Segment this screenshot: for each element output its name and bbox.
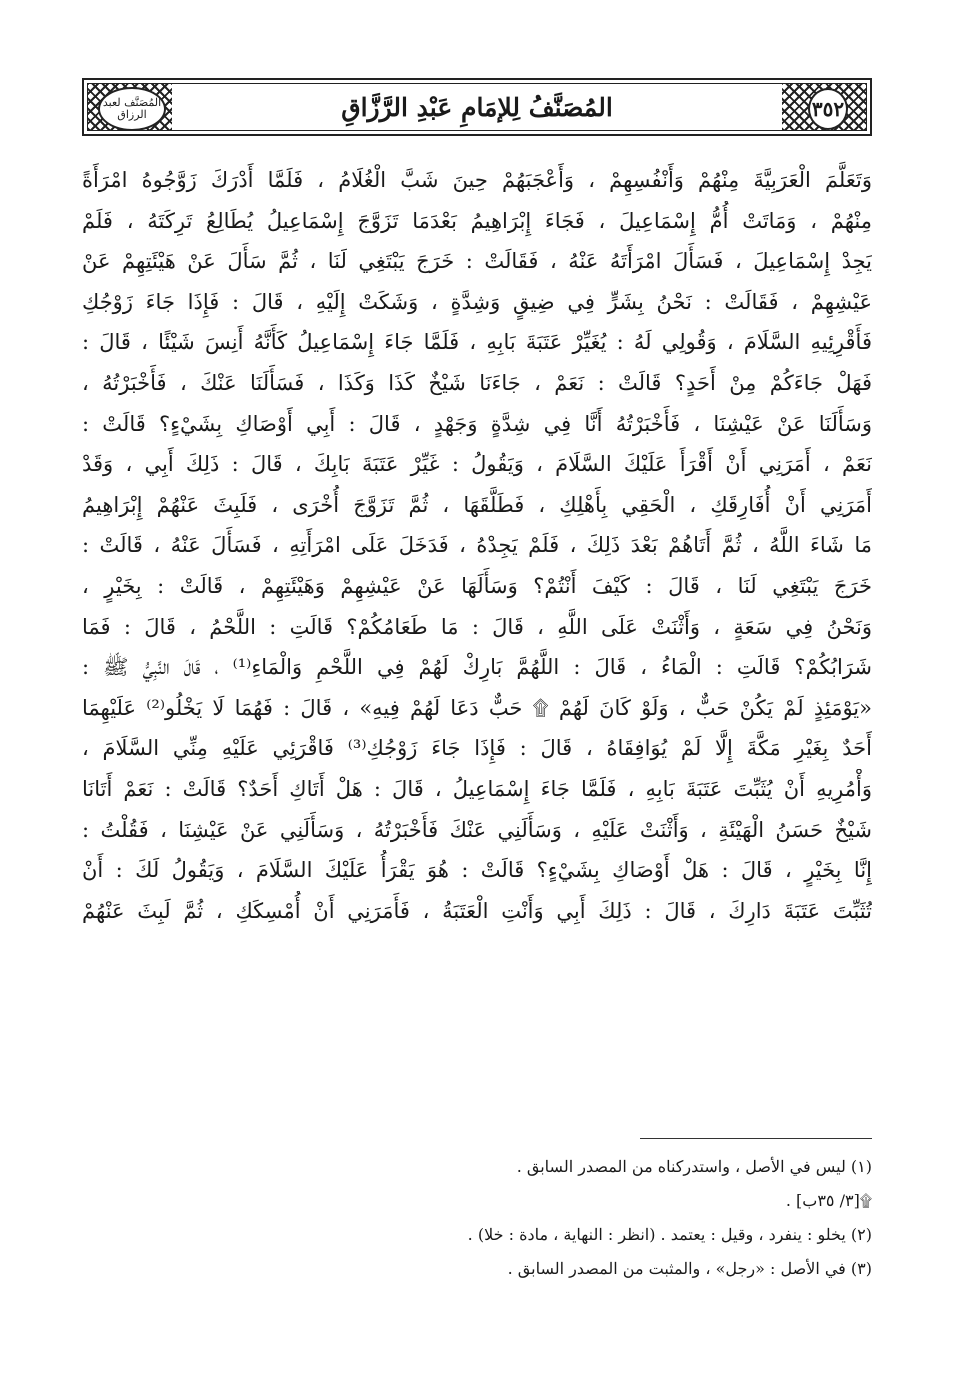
- text-line: وَنَحْنُ فِي سَعَةٍ ، وَأَثْنَتْ عَلَى اللَّهِ ، قَالَ : مَا طَعَامُكُمْ؟ قَالَتِ : اللَّحْمُ ، قَالَ : فَمَا: [82, 614, 872, 639]
- text-line: وَسَأَلَنَا عَنْ عَيْشِنَا ، فَأَخْبَرْتُهُ أَنَّا فِي شِدَّةٍ وَجَهْدٍ ، قَالَ : أَبِي أَوْصَاكِ بِشَيْءٍ؟ قَالَتْ :: [82, 411, 872, 436]
- text-line: فَهَلْ جَاءَكُمْ مِنْ أَحَدٍ؟ قَالَتْ : نَعَمْ ، جَاءَنَا شَيْخٌ كَذَا وَكَذَا ، فَسَأَلَنَا عَنْكَ ، فَأَخْبَرْتُهُ ،: [82, 370, 872, 395]
- book-emblem: [98, 87, 166, 130]
- text-line: «يَوْمَئِذٍ لَمْ يَكُنْ حَبٌّ ، وَلَوْ كَانَ لَهُمْ ۩ حَبٌّ دَعَا لَهُمْ فِيهِ» ، قَالَ : فَهُمَا لَا يَخْلُو⁽²⁾ عَلَيْهِمَا: [82, 695, 872, 720]
- footnotes: [82, 1150, 872, 1286]
- text-line: خَرَجَ يَبْتَغِي لَنَا ، قَالَ : كَيْفَ أَنْتُمْ؟ وَسَأَلَهَا عَنْ عَيْشِهِمْ وَهَيْئَتِهِمْ ، قَالَتْ : بِخَيْرٍ ،: [82, 573, 872, 598]
- footnote-1: (١) ليس في الأصل ، واستدركناه من المصدر السابق .: [516, 1157, 872, 1176]
- text-line: فَأَقْرِئِيهِ السَّلَامَ ، وَقُولِي لَهُ : يُغَيِّرْ عَتَبَةَ بَابِهِ ، فَلَمَّا جَاءَ إِسْمَاعِيلُ كَأَنَّهُ أَنِسَ شَيْئًا ، قَالَ :: [82, 330, 872, 355]
- footnote-2: (٢) يخلو : ينفرد ، وقيل : يعتمد . (انظر : النهاية ، مادة : خلا) .: [467, 1225, 872, 1244]
- text-line: شَيْخٌ حَسَنُ الْهَيْئَةِ ، وَأَثْنَتْ عَلَيْهِ ، وَسَأَلَنِي عَنْكَ فَأَخْبَرْتُهُ ، وَسَأَلَنِي عَنْ عَيْشِنَا ، فَقُلْتُ :: [82, 817, 872, 842]
- text-line: وَأْمُرِيهِ أَنْ يُثَبِّتَ عَتَبَةَ بَابِهِ ، فَلَمَّا جَاءَ إِسْمَاعِيلُ ، قَالَ : هَلْ أَتَاكِ أَحَدٌ؟ قَالَتْ : نَعَمْ أَتَانَا: [82, 776, 872, 801]
- text-line: تُثَبِّتَ عَتَبَةَ دَارِكَ ، قَالَ : ذَلِكَ أَبِي وَأَنْتِ الْعَتَبَةُ ، فَأَمَرَنِي أَنْ أُمْسِكَكِ ، ثُمَّ لَبِثَ عَنْهُمْ: [82, 898, 872, 923]
- text-line: إِنَّا بِخَيْرٍ ، قَالَ : هَلْ أَوْصَاكِ بِشَيْءٍ؟ قَالَتْ : هُوَ يَقْرَأُ عَلَيْكَ السَّلَامَ ، وَيَقُولُ لَكَ : أَنْ: [82, 858, 872, 883]
- text-line: أَمَرَنِي أَنْ أُفَارِقَكِ ، الْحَقِي بِأَهْلِكِ ، فَطَلَّقَهَا ، ثُمَّ تَزَوَّجَ أُخْرَى ، فَلَبِثَ عَنْهُمْ إِبْرَاهِيمُ: [82, 492, 872, 517]
- text-line: مِنْهُمْ ، وَمَاتَتْ أُمُّ إِسْمَاعِيلَ ، فَجَاءَ إِبْرَاهِيمُ بَعْدَمَا تَزَوَّجَ إِسْمَاعِيلُ يُطَالِعُ تَرِكَتَهُ ، فَلَمْ: [82, 208, 872, 233]
- running-title: المُصَنَّفُ لِلإمَامِ عَبْدِ الرَّزَّاقِ: [341, 92, 613, 122]
- manuscript-reference: ۩[٣/ ٣٥ب] .: [785, 1191, 872, 1210]
- text-line: عَيْشِهِمْ ، فَقَالَتْ : نَحْنُ بِشَرٍّ فِي ضِيقٍ وَشِدَّةٍ ، وَشَكَتْ إِلَيْهِ ، قَالَ : فَإِذَا جَاءَ زَوْجُكِ: [82, 289, 872, 314]
- footnote-3: (٣) في الأصل : «رجل» ، والمثبت من المصدر السابق .: [507, 1259, 872, 1278]
- text-line: يَجِدْ إِسْمَاعِيلَ ، فَسَأَلَ امْرَأَتَهُ عَنْهُ ، فَقَالَتْ : خَرَجَ يَبْتَغِي لَنَا ، ثُمَّ سَأَلَ عَنْ هَيْئَتِهِمْ عَنْ: [82, 249, 872, 274]
- footnote-separator: [640, 1138, 872, 1139]
- header-ornament-right: [782, 84, 866, 130]
- header-ornament-left: [88, 84, 172, 130]
- main-text: [82, 160, 872, 931]
- text-line: شَرَابُكُمْ؟ قَالَتِ : الْمَاءُ ، قَالَ : اللَّهُمَّ بَارِكْ لَهُمْ فِي اللَّحْمِ وَالْمَاءِ⁽¹⁾ ، قَالَ النَّبِيُّ ﷺ :: [82, 655, 872, 680]
- text-line: أَحَدٌ بِغَيْرِ مَكَّةَ إِلَّا لَمْ يُوَافِقَاهُ ، قَالَ : فَإِذَا جَاءَ زَوْجُكِ⁽³⁾ فَاقْرَئِي عَلَيْهِ مِنِّي السَّلَامَ ،: [82, 736, 872, 761]
- page-number: ٣٥٢: [808, 88, 848, 130]
- text-line: نَعَمْ ، أَمَرَنِي أَنْ أَقْرَأَ عَلَيْكَ السَّلَامَ ، وَيَقُولُ : غَيِّرْ عَتَبَةَ بَابِكَ ، قَالَ : ذَلِكَ أَبِي ، وَقَدْ: [82, 452, 872, 477]
- text-line: مَا شَاءَ اللَّهُ ، ثُمَّ أَتَاهُمْ بَعْدَ ذَلِكَ ، فَلَمْ يَجِدْهُ ، فَدَخَلَ عَلَى امْرَأَتِهِ ، فَسَأَلَ عَنْهُ ، قَالَتْ :: [82, 533, 872, 558]
- text-line: وَتَعَلَّمَ الْعَرَبِيَّةَ مِنْهُمْ وَأَنْفُسِهِمْ ، وَأَعْجَبَهُمْ حِينَ شَبَّ الْغُلَامُ ، فَلَمَّا أَدْرَكَ زَوَّجُوهُ امْرَأَةً: [82, 168, 872, 192]
- running-header: [82, 78, 872, 136]
- book-emblem-text: المُصَنَّف لعبد الرزاق: [102, 95, 162, 121]
